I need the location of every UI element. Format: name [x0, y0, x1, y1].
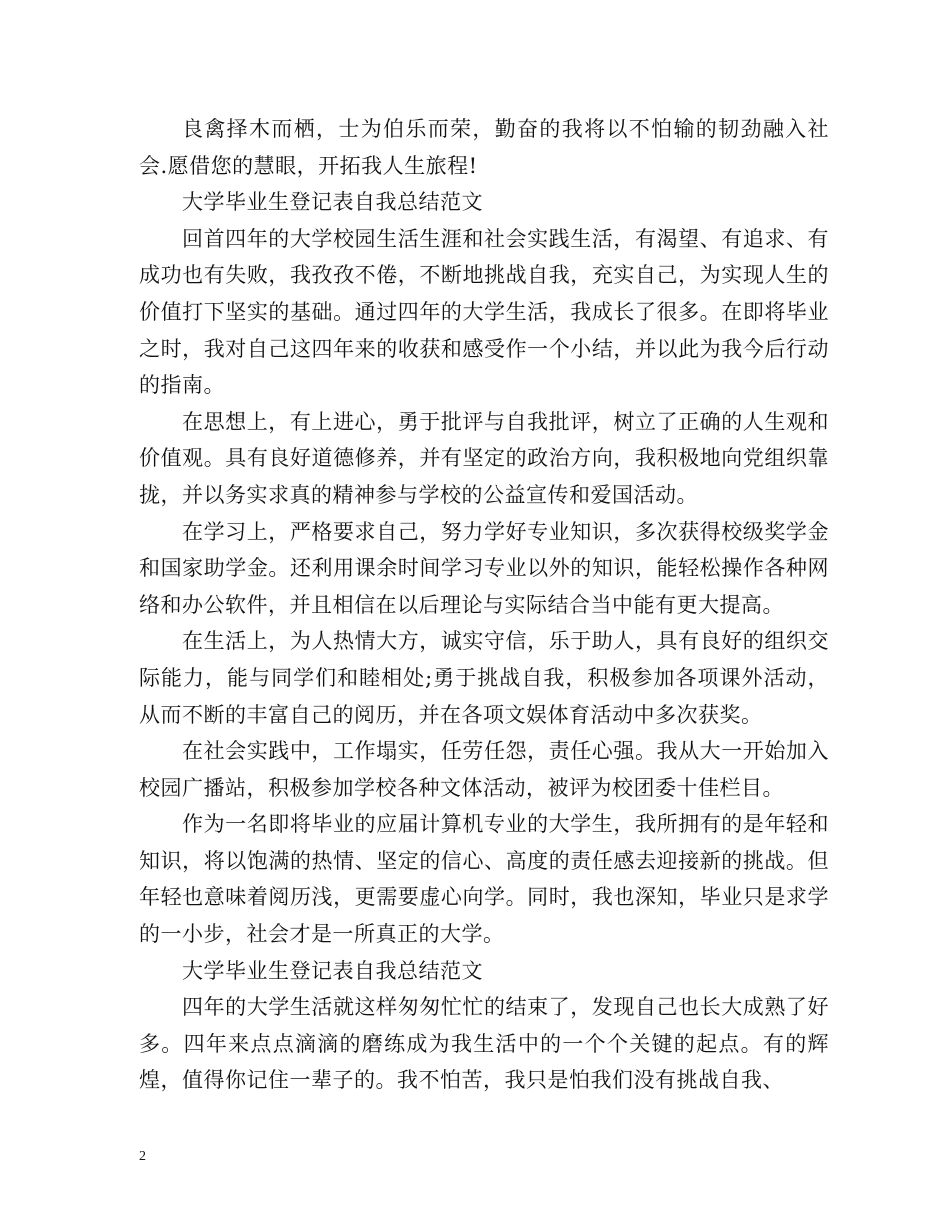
paragraph-outlook: 作为一名即将毕业的应届计算机专业的大学生，我所拥有的是年轻和知识，将以饱满的热情、坚定的信心、高度的责任感去迎接新的挑战。但年轻也意味着阅历浅，更需要虚心向学。同时，我也深知，毕业只是求学的一小步，社会才是一所真正的大学。 [139, 812, 829, 947]
document-body [139, 111, 829, 1099]
paragraph-closing-remark: 良禽择木而栖，士为伯乐而荣，勤奋的我将以不怕输的韧劲融入社会.愿借您的慧眼，开拓我人生旅程! [139, 117, 829, 178]
paragraph-study: 在学习上，严格要求自己，努力学好专业知识，多次获得校级奖学金和国家助学金。还利用课余时间学习专业以外的知识，能轻松操作各种网络和办公软件，并且相信在以后理论与实际结合当中能有更大提高。 [139, 519, 829, 617]
paragraph-review: 回首四年的大学校园生活生涯和社会实践生活，有渴望、有追求、有成功也有失败，我孜孜不倦，不断地挑战自我，充实自己，为实现人生的价值打下坚实的基础。通过四年的大学生活，我成长了很多。在即将毕业之时，我对自己这四年来的收获和感受作一个小结，并以此为我今后行动的指南。 [139, 226, 829, 398]
paragraph-four-years: 四年的大学生活就这样匆匆忙忙的结束了，发现自己也长大成熟了好多。四年来点点滴滴的磨练成为我生活中的一个个关键的起点。有的辉煌，值得你记住一辈子的。我不怕苦，我只是怕我们没有挑战自我、 [139, 995, 829, 1093]
section-heading-2: 大学毕业生登记表自我总结范文 [182, 958, 483, 983]
page-number: 2 [139, 1149, 146, 1164]
paragraph-life: 在生活上，为人热情大方，诚实守信，乐于助人，具有良好的组织交际能力，能与同学们和睦相处;勇于挑战自我，积极参加各项课外活动，从而不断的丰富自己的阅历，并在各项文娱体育活动中多次获奖。 [139, 629, 829, 727]
paragraph-ideology: 在思想上，有上进心，勇于批评与自我批评，树立了正确的人生观和价值观。具有良好道德修养，并有坚定的政治方向，我积极地向党组织靠拢，并以务实求真的精神参与学校的公益宣传和爱国活动。 [139, 409, 829, 507]
section-heading-1: 大学毕业生登记表自我总结范文 [182, 190, 483, 215]
paragraph-social-practice: 在社会实践中，工作塌实，任劳任怨，责任心强。我从大一开始加入校园广播站，积极参加学校各种文体活动，被评为校团委十佳栏目。 [139, 739, 829, 800]
